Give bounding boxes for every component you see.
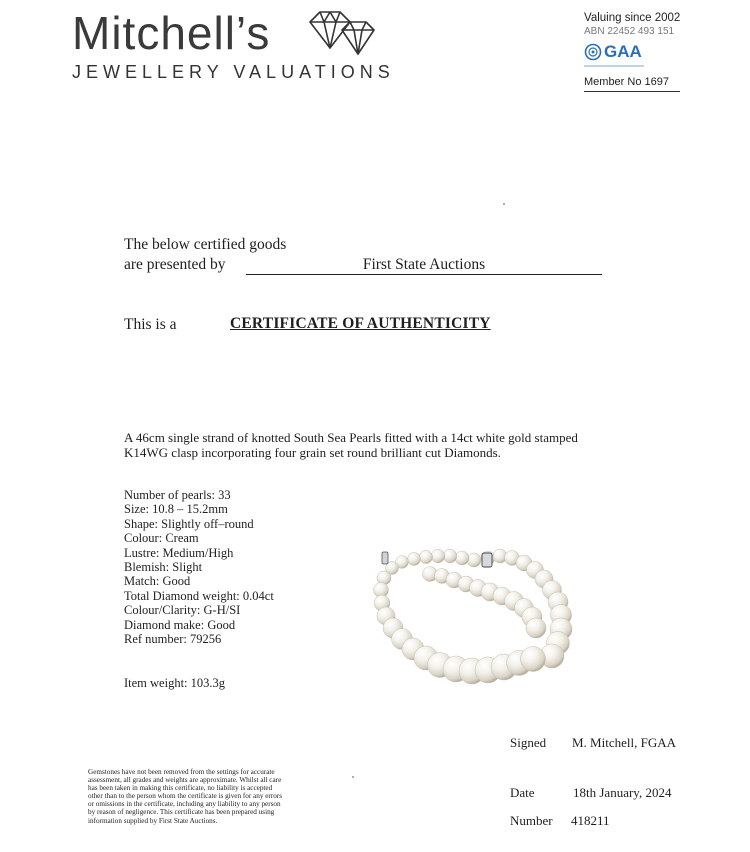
spec-item: Diamond make: Good	[124, 617, 236, 632]
spec-item: Colour/Clarity: G-H/SI	[124, 603, 241, 618]
this-is-label: This is a	[124, 316, 177, 333]
pearl	[467, 553, 481, 567]
spec-item: Lustre: Medium/High	[124, 545, 234, 560]
intro-line-2: are presented by	[124, 256, 226, 273]
number-label: Number	[510, 813, 553, 828]
pearl	[521, 647, 546, 672]
scan-speck	[352, 776, 354, 778]
spec-item: Size: 10.8 – 15.2mm	[124, 502, 228, 517]
date-value: 18th January, 2024	[573, 785, 672, 800]
brand-subtitle: JEWELLERY VALUATIONS	[72, 62, 395, 82]
scan-speck	[503, 203, 505, 205]
diamond-logo-icon	[306, 8, 378, 58]
spec-item: Colour: Cream	[124, 531, 199, 546]
pearl-necklace-image	[368, 538, 580, 700]
header-divider	[584, 91, 680, 92]
presenter-name	[246, 256, 602, 275]
spec-list	[124, 488, 274, 646]
item-weight: Item weight: 103.3g	[124, 676, 226, 690]
pearl	[431, 549, 445, 563]
pearl	[408, 553, 421, 566]
disclaimer-text: Gemstones have not been removed from the settings for accurate assessment, all grades and weights are approximate. Whilst all care has been taken in making this certificate, no liability is accepted other than to the person whom the certificate is given for any errors or omissions in the certificate, including any liability to any person by reason of negligence. This certificate has been prepared using information supplied by First State Auctions.	[88, 768, 282, 825]
spec-item: Number of pearls: 33	[124, 488, 231, 502]
certificate-number: 418211	[571, 813, 610, 828]
member-number: Member No 1697	[584, 76, 669, 88]
spec-item: Total Diamond weight: 0.04ct	[124, 588, 274, 603]
pearl	[419, 550, 432, 563]
item-description: A 46cm single strand of knotted South Sea Pearls fitted with a 14ct white gold stamped K14WG clasp incorporating four grain set round brilliant cut Diamonds.	[124, 430, 578, 460]
pearl	[455, 551, 469, 565]
presenter-text: First State Auctions	[362, 256, 486, 273]
spec-item: Blemish: Slight	[124, 559, 203, 574]
clasp-left-icon	[382, 552, 388, 564]
spec-item: Match: Good	[124, 574, 191, 589]
gaa-logo	[584, 42, 656, 72]
pearl	[443, 549, 457, 563]
signed-label: Signed	[510, 735, 547, 750]
spec-item: Shape: Slightly off–round	[124, 516, 254, 531]
signed-value: M. Mitchell, FGAA	[572, 735, 676, 750]
intro-line-1: The below certified goods	[124, 236, 287, 253]
gaa-logo-text: GAA	[604, 42, 642, 61]
pearl	[526, 618, 546, 638]
valuing-since: Valuing since 2002	[584, 12, 681, 24]
abn-number: ABN 22452 493 151	[584, 26, 675, 37]
date-label: Date	[510, 785, 535, 800]
clasp-right-icon	[482, 553, 492, 567]
certificate-title: CERTIFICATE OF AUTHENTICITY	[230, 315, 491, 332]
brand-name: Mitchell’s	[72, 7, 271, 59]
spec-item: Ref number: 79256	[124, 631, 222, 646]
